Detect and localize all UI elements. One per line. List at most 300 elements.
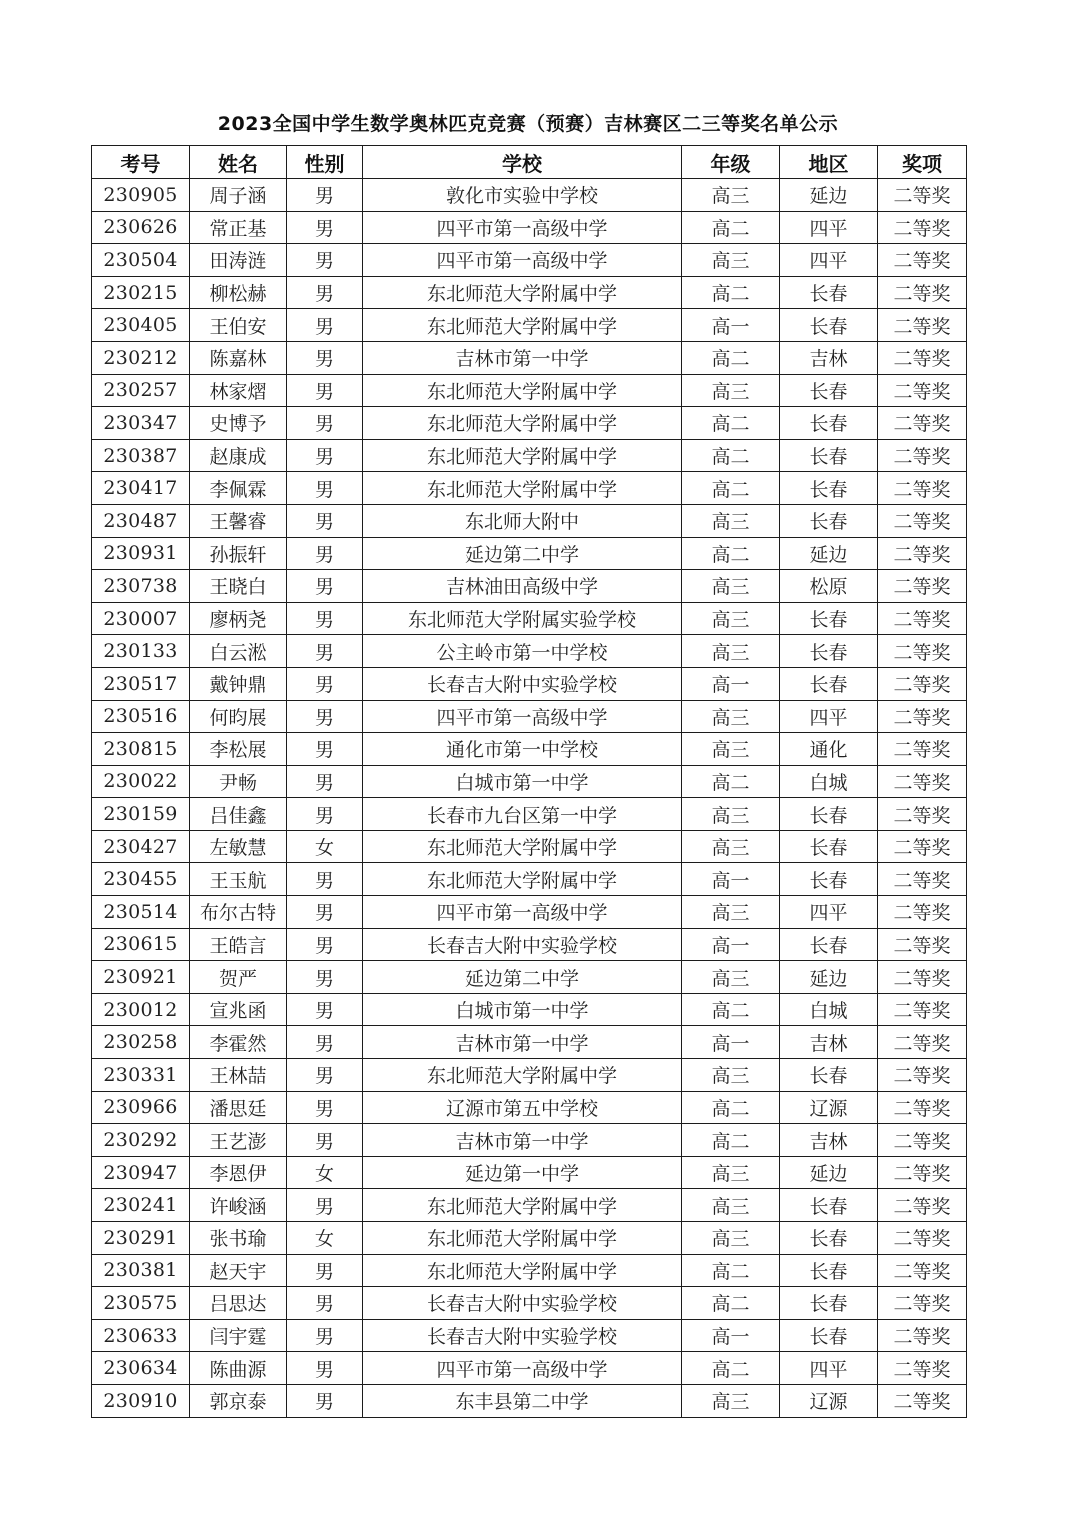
cell-school: 长春吉大附中实验学校 xyxy=(363,1287,682,1320)
table-row xyxy=(92,765,967,798)
cell-name: 许峻涵 xyxy=(190,1189,287,1222)
cell-grade: 高二 xyxy=(682,472,780,505)
cell-name: 张书瑜 xyxy=(190,1222,287,1255)
cell-grade: 高二 xyxy=(682,1124,780,1157)
table-row xyxy=(92,276,967,309)
cell-exam-id: 230615 xyxy=(92,928,190,961)
cell-exam-id: 230634 xyxy=(92,1352,190,1385)
cell-exam-id: 230387 xyxy=(92,439,190,472)
cell-name: 郭京泰 xyxy=(190,1384,287,1417)
cell-region: 延边 xyxy=(780,537,878,570)
cell-gender: 男 xyxy=(287,309,363,342)
cell-region: 长春 xyxy=(780,667,878,700)
cell-name: 李佩霖 xyxy=(190,472,287,505)
cell-exam-id: 230738 xyxy=(92,570,190,603)
cell-award: 二等奖 xyxy=(878,830,967,863)
cell-name: 林家熠 xyxy=(190,374,287,407)
cell-grade: 高三 xyxy=(682,1384,780,1417)
cell-name: 周子涵 xyxy=(190,179,287,212)
cell-gender: 男 xyxy=(287,635,363,668)
cell-school: 四平市第一高级中学 xyxy=(363,896,682,929)
header-row xyxy=(92,146,967,179)
award-table xyxy=(91,145,967,1418)
cell-award: 二等奖 xyxy=(878,896,967,929)
cell-exam-id: 230012 xyxy=(92,993,190,1026)
cell-grade: 高二 xyxy=(682,1254,780,1287)
cell-exam-id: 230966 xyxy=(92,1091,190,1124)
cell-school: 吉林市第一中学 xyxy=(363,341,682,374)
cell-grade: 高三 xyxy=(682,570,780,603)
table-row xyxy=(92,179,967,212)
cell-region: 长春 xyxy=(780,798,878,831)
cell-name: 赵康成 xyxy=(190,439,287,472)
column-header-exam-id: 考号 xyxy=(92,146,190,179)
cell-exam-id: 230215 xyxy=(92,276,190,309)
cell-school: 延边第二中学 xyxy=(363,961,682,994)
cell-exam-id: 230626 xyxy=(92,211,190,244)
cell-name: 吕佳鑫 xyxy=(190,798,287,831)
column-header-grade: 年级 xyxy=(682,146,780,179)
cell-region: 长春 xyxy=(780,863,878,896)
table-row xyxy=(92,1384,967,1417)
cell-gender: 男 xyxy=(287,407,363,440)
cell-name: 陈曲源 xyxy=(190,1352,287,1385)
cell-name: 宣兆函 xyxy=(190,993,287,1026)
cell-gender: 男 xyxy=(287,1384,363,1417)
cell-grade: 高二 xyxy=(682,1287,780,1320)
cell-award: 二等奖 xyxy=(878,504,967,537)
cell-gender: 男 xyxy=(287,374,363,407)
cell-gender: 男 xyxy=(287,211,363,244)
cell-gender: 男 xyxy=(287,1352,363,1385)
cell-school: 四平市第一高级中学 xyxy=(363,211,682,244)
cell-exam-id: 230212 xyxy=(92,341,190,374)
cell-award: 二等奖 xyxy=(878,1189,967,1222)
cell-school: 通化市第一中学校 xyxy=(363,733,682,766)
cell-gender: 男 xyxy=(287,1026,363,1059)
cell-grade: 高一 xyxy=(682,667,780,700)
cell-gender: 男 xyxy=(287,1091,363,1124)
table-row xyxy=(92,1059,967,1092)
cell-grade: 高三 xyxy=(682,635,780,668)
cell-name: 贺严 xyxy=(190,961,287,994)
table-row xyxy=(92,439,967,472)
table-row xyxy=(92,1156,967,1189)
table-row xyxy=(92,928,967,961)
cell-gender: 男 xyxy=(287,1059,363,1092)
cell-gender: 男 xyxy=(287,1189,363,1222)
cell-school: 东北师范大学附属实验学校 xyxy=(363,602,682,635)
cell-name: 吕思达 xyxy=(190,1287,287,1320)
cell-school: 白城市第一中学 xyxy=(363,993,682,1026)
cell-school: 敦化市实验中学校 xyxy=(363,179,682,212)
cell-gender: 女 xyxy=(287,830,363,863)
cell-gender: 男 xyxy=(287,765,363,798)
cell-award: 二等奖 xyxy=(878,570,967,603)
cell-exam-id: 230514 xyxy=(92,896,190,929)
cell-gender: 男 xyxy=(287,341,363,374)
table-row xyxy=(92,1189,967,1222)
cell-grade: 高三 xyxy=(682,244,780,277)
cell-exam-id: 230022 xyxy=(92,765,190,798)
cell-award: 二等奖 xyxy=(878,1352,967,1385)
cell-region: 长春 xyxy=(780,1287,878,1320)
cell-gender: 男 xyxy=(287,276,363,309)
cell-exam-id: 230241 xyxy=(92,1189,190,1222)
cell-grade: 高三 xyxy=(682,1059,780,1092)
cell-gender: 男 xyxy=(287,961,363,994)
cell-region: 长春 xyxy=(780,374,878,407)
cell-grade: 高一 xyxy=(682,863,780,896)
cell-region: 延边 xyxy=(780,179,878,212)
table-header xyxy=(92,146,967,179)
cell-region: 四平 xyxy=(780,700,878,733)
cell-exam-id: 230487 xyxy=(92,504,190,537)
cell-grade: 高二 xyxy=(682,993,780,1026)
cell-grade: 高二 xyxy=(682,439,780,472)
cell-award: 二等奖 xyxy=(878,244,967,277)
cell-region: 长春 xyxy=(780,1059,878,1092)
cell-gender: 男 xyxy=(287,1319,363,1352)
cell-grade: 高三 xyxy=(682,961,780,994)
cell-exam-id: 230947 xyxy=(92,1156,190,1189)
cell-grade: 高三 xyxy=(682,1189,780,1222)
cell-region: 长春 xyxy=(780,276,878,309)
column-header-school: 学校 xyxy=(363,146,682,179)
cell-name: 尹畅 xyxy=(190,765,287,798)
cell-region: 四平 xyxy=(780,244,878,277)
table-row xyxy=(92,504,967,537)
table-row xyxy=(92,602,967,635)
cell-school: 白城市第一中学 xyxy=(363,765,682,798)
table-row xyxy=(92,896,967,929)
table-row xyxy=(92,537,967,570)
table-row xyxy=(92,211,967,244)
cell-gender: 男 xyxy=(287,928,363,961)
cell-grade: 高二 xyxy=(682,1352,780,1385)
cell-grade: 高一 xyxy=(682,309,780,342)
cell-region: 吉林 xyxy=(780,1026,878,1059)
table-row xyxy=(92,570,967,603)
cell-gender: 男 xyxy=(287,179,363,212)
cell-grade: 高三 xyxy=(682,1222,780,1255)
column-header-gender: 性别 xyxy=(287,146,363,179)
cell-name: 王馨睿 xyxy=(190,504,287,537)
cell-gender: 男 xyxy=(287,863,363,896)
cell-school: 吉林市第一中学 xyxy=(363,1124,682,1157)
cell-name: 赵天宇 xyxy=(190,1254,287,1287)
cell-school: 东北师范大学附属中学 xyxy=(363,1254,682,1287)
cell-gender: 男 xyxy=(287,733,363,766)
page-title: 2023全国中学生数学奥林匹克竞赛（预赛）吉林赛区二三等奖名单公示 xyxy=(217,113,839,135)
cell-award: 二等奖 xyxy=(878,1222,967,1255)
table-row xyxy=(92,993,967,1026)
cell-gender: 男 xyxy=(287,993,363,1026)
table-row xyxy=(92,341,967,374)
table-body xyxy=(92,179,967,1418)
cell-award: 二等奖 xyxy=(878,1059,967,1092)
cell-exam-id: 230257 xyxy=(92,374,190,407)
cell-gender: 男 xyxy=(287,602,363,635)
cell-name: 白云淞 xyxy=(190,635,287,668)
cell-region: 吉林 xyxy=(780,1124,878,1157)
cell-name: 柳松赫 xyxy=(190,276,287,309)
cell-award: 二等奖 xyxy=(878,1156,967,1189)
cell-award: 二等奖 xyxy=(878,374,967,407)
cell-exam-id: 230405 xyxy=(92,309,190,342)
cell-award: 二等奖 xyxy=(878,1124,967,1157)
cell-grade: 高三 xyxy=(682,798,780,831)
cell-name: 孙振轩 xyxy=(190,537,287,570)
cell-grade: 高一 xyxy=(682,1026,780,1059)
cell-exam-id: 230292 xyxy=(92,1124,190,1157)
cell-school: 东北师范大学附属中学 xyxy=(363,309,682,342)
cell-region: 长春 xyxy=(780,439,878,472)
cell-exam-id: 230921 xyxy=(92,961,190,994)
cell-name: 王玉航 xyxy=(190,863,287,896)
cell-region: 辽源 xyxy=(780,1384,878,1417)
cell-school: 四平市第一高级中学 xyxy=(363,700,682,733)
cell-region: 四平 xyxy=(780,211,878,244)
cell-name: 常正基 xyxy=(190,211,287,244)
cell-grade: 高三 xyxy=(682,700,780,733)
cell-award: 二等奖 xyxy=(878,1026,967,1059)
cell-region: 吉林 xyxy=(780,341,878,374)
cell-name: 潘思廷 xyxy=(190,1091,287,1124)
cell-exam-id: 230905 xyxy=(92,179,190,212)
table-row xyxy=(92,798,967,831)
cell-exam-id: 230381 xyxy=(92,1254,190,1287)
cell-exam-id: 230517 xyxy=(92,667,190,700)
cell-exam-id: 230455 xyxy=(92,863,190,896)
cell-grade: 高三 xyxy=(682,1156,780,1189)
cell-gender: 男 xyxy=(287,570,363,603)
cell-gender: 男 xyxy=(287,1254,363,1287)
cell-name: 王伯安 xyxy=(190,309,287,342)
cell-gender: 男 xyxy=(287,439,363,472)
cell-name: 王晓白 xyxy=(190,570,287,603)
cell-school: 东北师范大学附属中学 xyxy=(363,863,682,896)
cell-award: 二等奖 xyxy=(878,407,967,440)
cell-award: 二等奖 xyxy=(878,1384,967,1417)
cell-name: 何昀展 xyxy=(190,700,287,733)
cell-exam-id: 230427 xyxy=(92,830,190,863)
cell-award: 二等奖 xyxy=(878,472,967,505)
cell-exam-id: 230815 xyxy=(92,733,190,766)
cell-school: 辽源市第五中学校 xyxy=(363,1091,682,1124)
cell-award: 二等奖 xyxy=(878,1091,967,1124)
table-row xyxy=(92,244,967,277)
table-row xyxy=(92,733,967,766)
cell-grade: 高一 xyxy=(682,928,780,961)
cell-gender: 女 xyxy=(287,1222,363,1255)
cell-name: 戴钟鼎 xyxy=(190,667,287,700)
cell-school: 四平市第一高级中学 xyxy=(363,1352,682,1385)
cell-grade: 高二 xyxy=(682,407,780,440)
cell-school: 东北师范大学附属中学 xyxy=(363,374,682,407)
table-row xyxy=(92,863,967,896)
cell-school: 吉林市第一中学 xyxy=(363,1026,682,1059)
cell-name: 田涛涟 xyxy=(190,244,287,277)
cell-name: 廖柄尧 xyxy=(190,602,287,635)
cell-grade: 高三 xyxy=(682,179,780,212)
cell-award: 二等奖 xyxy=(878,1254,967,1287)
cell-region: 辽源 xyxy=(780,1091,878,1124)
cell-exam-id: 230258 xyxy=(92,1026,190,1059)
cell-exam-id: 230007 xyxy=(92,602,190,635)
cell-grade: 高二 xyxy=(682,276,780,309)
table-row xyxy=(92,1319,967,1352)
table-row xyxy=(92,1222,967,1255)
cell-award: 二等奖 xyxy=(878,537,967,570)
cell-grade: 高三 xyxy=(682,374,780,407)
cell-award: 二等奖 xyxy=(878,635,967,668)
cell-exam-id: 230159 xyxy=(92,798,190,831)
cell-gender: 男 xyxy=(287,504,363,537)
table-row xyxy=(92,1352,967,1385)
cell-school: 长春吉大附中实验学校 xyxy=(363,1319,682,1352)
column-header-name: 姓名 xyxy=(190,146,287,179)
cell-grade: 高二 xyxy=(682,1091,780,1124)
cell-region: 白城 xyxy=(780,993,878,1026)
cell-award: 二等奖 xyxy=(878,309,967,342)
cell-grade: 高二 xyxy=(682,211,780,244)
cell-award: 二等奖 xyxy=(878,602,967,635)
cell-grade: 高二 xyxy=(682,341,780,374)
cell-school: 东北师范大学附属中学 xyxy=(363,1222,682,1255)
cell-exam-id: 230910 xyxy=(92,1384,190,1417)
cell-region: 松原 xyxy=(780,570,878,603)
cell-region: 长春 xyxy=(780,830,878,863)
cell-award: 二等奖 xyxy=(878,276,967,309)
table-row xyxy=(92,1254,967,1287)
cell-region: 白城 xyxy=(780,765,878,798)
cell-school: 东丰县第二中学 xyxy=(363,1384,682,1417)
cell-exam-id: 230575 xyxy=(92,1287,190,1320)
cell-award: 二等奖 xyxy=(878,798,967,831)
cell-region: 四平 xyxy=(780,896,878,929)
cell-region: 长春 xyxy=(780,635,878,668)
cell-school: 延边第二中学 xyxy=(363,537,682,570)
cell-region: 长春 xyxy=(780,472,878,505)
cell-grade: 高三 xyxy=(682,896,780,929)
table-row xyxy=(92,667,967,700)
table-row xyxy=(92,407,967,440)
cell-region: 长春 xyxy=(780,309,878,342)
cell-exam-id: 230931 xyxy=(92,537,190,570)
table-row xyxy=(92,374,967,407)
cell-award: 二等奖 xyxy=(878,179,967,212)
cell-exam-id: 230133 xyxy=(92,635,190,668)
cell-gender: 男 xyxy=(287,700,363,733)
cell-region: 长春 xyxy=(780,1254,878,1287)
cell-school: 东北师大附中 xyxy=(363,504,682,537)
cell-name: 王林喆 xyxy=(190,1059,287,1092)
cell-name: 陈嘉林 xyxy=(190,341,287,374)
cell-name: 李恩伊 xyxy=(190,1156,287,1189)
cell-school: 东北师范大学附属中学 xyxy=(363,472,682,505)
cell-award: 二等奖 xyxy=(878,928,967,961)
table-row xyxy=(92,635,967,668)
table-row xyxy=(92,700,967,733)
column-header-award: 奖项 xyxy=(878,146,967,179)
cell-name: 布尔古特 xyxy=(190,896,287,929)
cell-name: 左敏慧 xyxy=(190,830,287,863)
cell-exam-id: 230291 xyxy=(92,1222,190,1255)
cell-school: 四平市第一高级中学 xyxy=(363,244,682,277)
cell-exam-id: 230347 xyxy=(92,407,190,440)
cell-grade: 高一 xyxy=(682,1319,780,1352)
cell-award: 二等奖 xyxy=(878,1287,967,1320)
cell-grade: 高三 xyxy=(682,602,780,635)
cell-region: 延边 xyxy=(780,961,878,994)
cell-award: 二等奖 xyxy=(878,439,967,472)
cell-exam-id: 230417 xyxy=(92,472,190,505)
cell-award: 二等奖 xyxy=(878,1319,967,1352)
cell-award: 二等奖 xyxy=(878,341,967,374)
cell-school: 东北师范大学附属中学 xyxy=(363,830,682,863)
cell-name: 史博予 xyxy=(190,407,287,440)
cell-school: 东北师范大学附属中学 xyxy=(363,276,682,309)
cell-exam-id: 230633 xyxy=(92,1319,190,1352)
cell-award: 二等奖 xyxy=(878,667,967,700)
cell-exam-id: 230504 xyxy=(92,244,190,277)
cell-name: 王皓言 xyxy=(190,928,287,961)
cell-gender: 男 xyxy=(287,1124,363,1157)
cell-name: 闫宇霆 xyxy=(190,1319,287,1352)
cell-school: 东北师范大学附属中学 xyxy=(363,1059,682,1092)
cell-school: 长春吉大附中实验学校 xyxy=(363,667,682,700)
table-row xyxy=(92,961,967,994)
cell-grade: 高三 xyxy=(682,504,780,537)
cell-gender: 男 xyxy=(287,537,363,570)
table-row xyxy=(92,472,967,505)
cell-award: 二等奖 xyxy=(878,733,967,766)
cell-region: 延边 xyxy=(780,1156,878,1189)
cell-school: 东北师范大学附属中学 xyxy=(363,1189,682,1222)
cell-award: 二等奖 xyxy=(878,993,967,1026)
cell-school: 长春市九台区第一中学 xyxy=(363,798,682,831)
cell-gender: 男 xyxy=(287,896,363,929)
cell-grade: 高二 xyxy=(682,537,780,570)
cell-region: 长春 xyxy=(780,407,878,440)
cell-grade: 高三 xyxy=(682,733,780,766)
cell-name: 李松展 xyxy=(190,733,287,766)
cell-school: 东北师范大学附属中学 xyxy=(363,439,682,472)
table-row xyxy=(92,309,967,342)
column-header-region: 地区 xyxy=(780,146,878,179)
table-row xyxy=(92,1287,967,1320)
cell-grade: 高二 xyxy=(682,765,780,798)
cell-grade: 高三 xyxy=(682,830,780,863)
cell-exam-id: 230516 xyxy=(92,700,190,733)
table-row xyxy=(92,830,967,863)
cell-region: 长春 xyxy=(780,928,878,961)
cell-gender: 女 xyxy=(287,1156,363,1189)
cell-award: 二等奖 xyxy=(878,961,967,994)
cell-gender: 男 xyxy=(287,472,363,505)
cell-award: 二等奖 xyxy=(878,765,967,798)
cell-gender: 男 xyxy=(287,244,363,277)
cell-region: 长春 xyxy=(780,504,878,537)
cell-school: 东北师范大学附属中学 xyxy=(363,407,682,440)
cell-name: 王艺澎 xyxy=(190,1124,287,1157)
cell-region: 通化 xyxy=(780,733,878,766)
cell-award: 二等奖 xyxy=(878,211,967,244)
table-row xyxy=(92,1124,967,1157)
cell-gender: 男 xyxy=(287,1287,363,1320)
cell-exam-id: 230331 xyxy=(92,1059,190,1092)
